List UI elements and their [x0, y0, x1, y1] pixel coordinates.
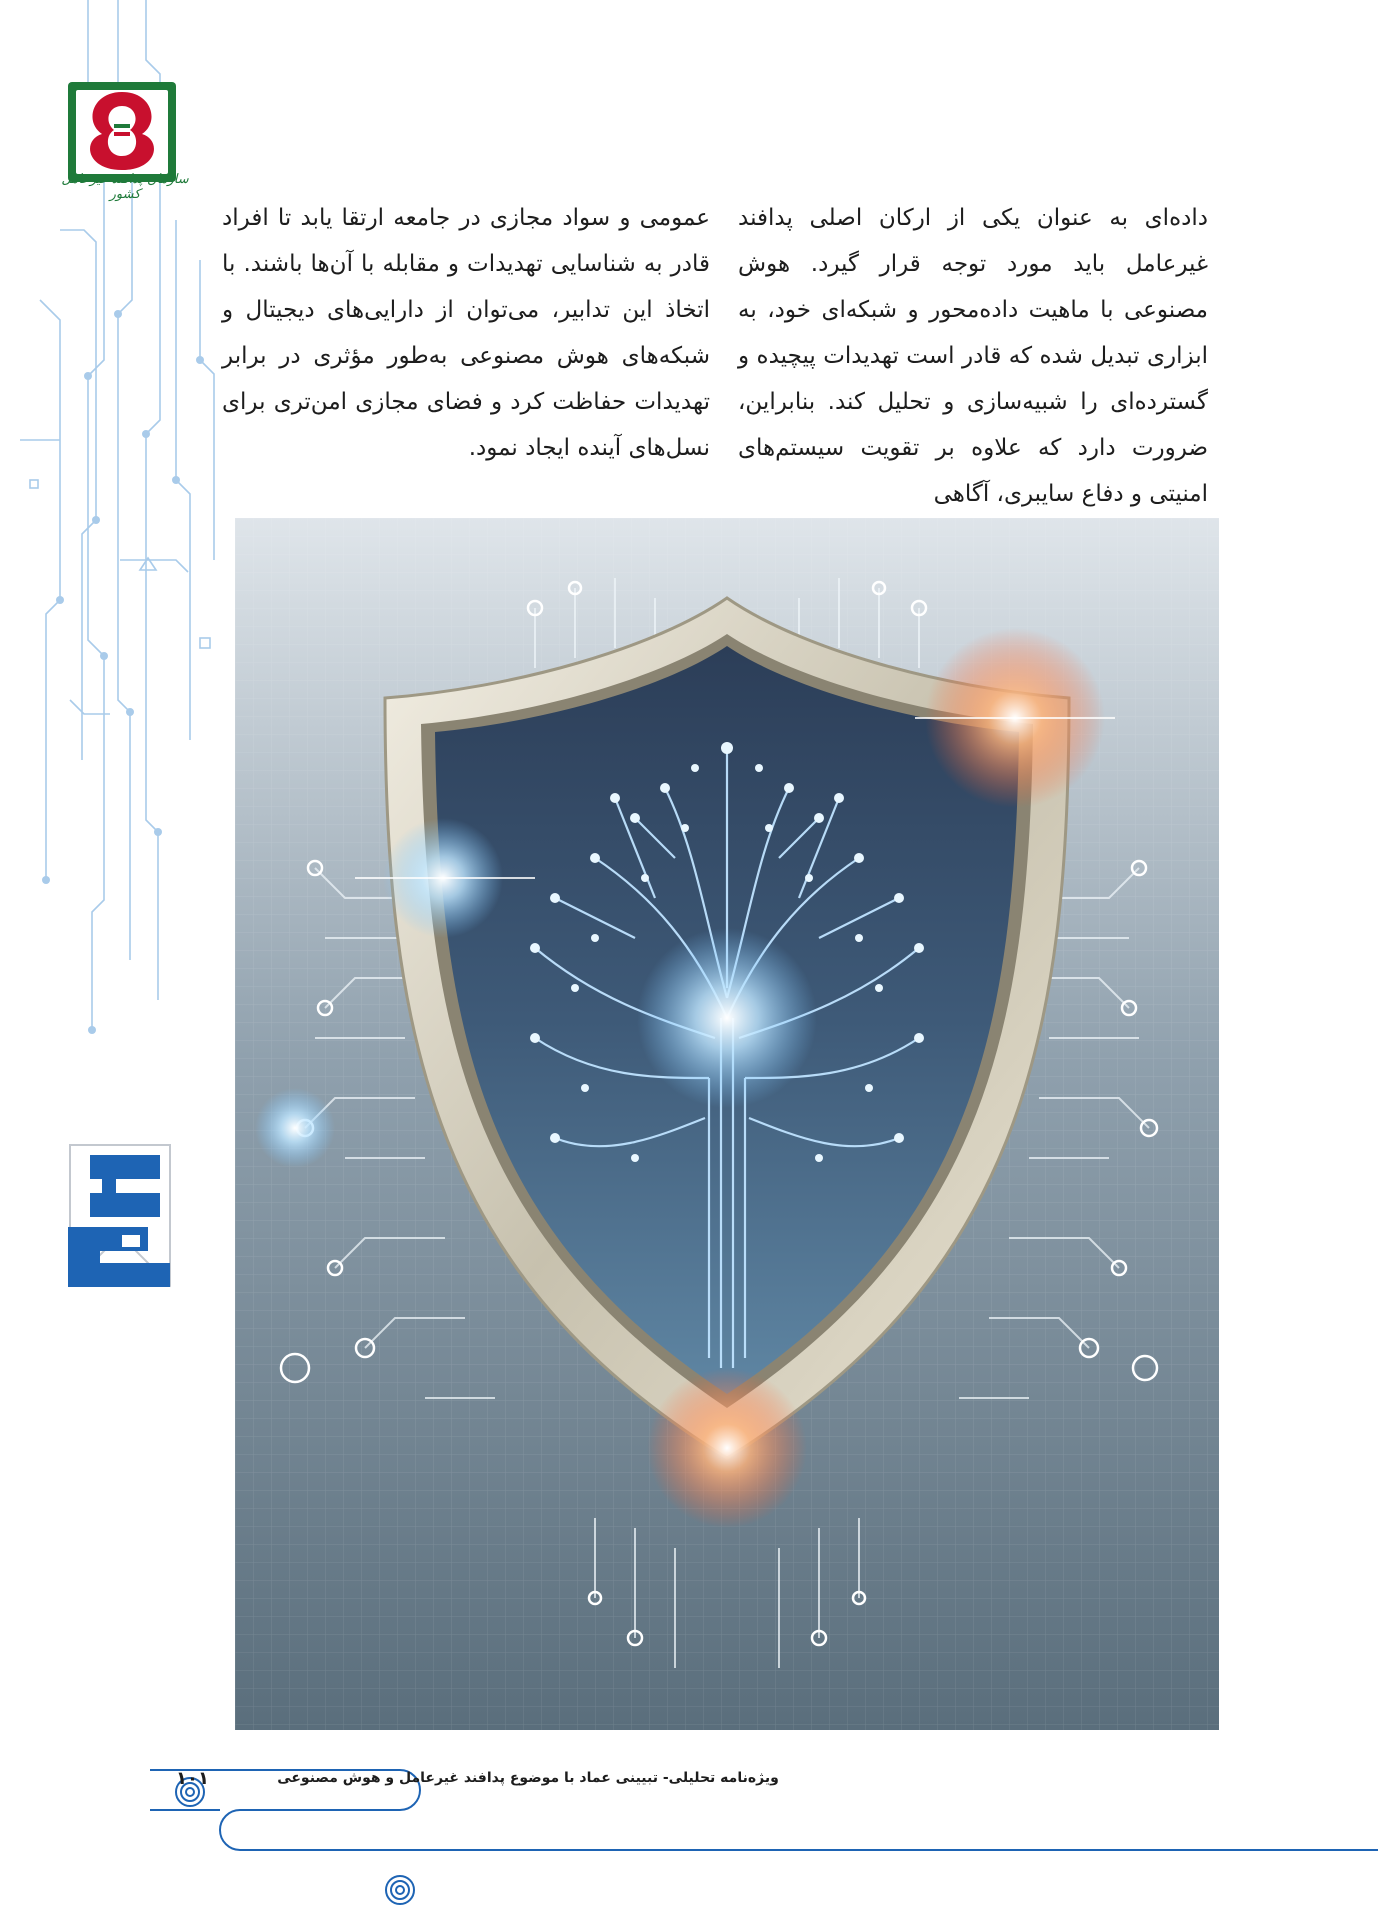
footer-caption: ویژه‌نامه تحلیلی- تبیینی عماد با موضوع پدافند غیرعامل و هوش مصنوعی [277, 1770, 779, 1786]
article-column-left: عمومی و سواد مجازی در جامعه ارتقا یابد تا افراد قادر به شناسایی تهدیدات و مقابله با آن‌ها باشند. با اتخاذ این تدابیر، می‌توان از دارایی‌های دیجیتال و شبکه‌های هوش مصنوعی به‌طور مؤثری در برابر تهدیدات حفاظت کرد و فضای مجازی امن‌تری برای نسل‌های آینده ایجاد نمود. [222, 205, 710, 461]
article-column-right: داده‌ای به عنوان یکی از ارکان اصلی پدافند غیرعامل باید مورد توجه قرار گیرد. هوش مصنوعی با ماهیت داده‌محور و شبکه‌ای خود، به ابزاری تبدیل شده که قادر است تهدیدات پیچیده و گسترده‌ای را شبیه‌سازی و تحلیل کند. بنابراین، ضرورت دارد که علاوه بر تقویت سیستم‌های امنیتی و دفاع سایبری، آگاهی [738, 205, 1208, 507]
emad-logo-icon [60, 1135, 190, 1305]
hero-illustration [235, 518, 1219, 1730]
org-caption: سازمان پدافند غیرعامل کشور [61, 172, 189, 202]
page-number: ۱۰۱ [176, 1768, 209, 1789]
ai-shield-tree-icon [235, 518, 1219, 1730]
